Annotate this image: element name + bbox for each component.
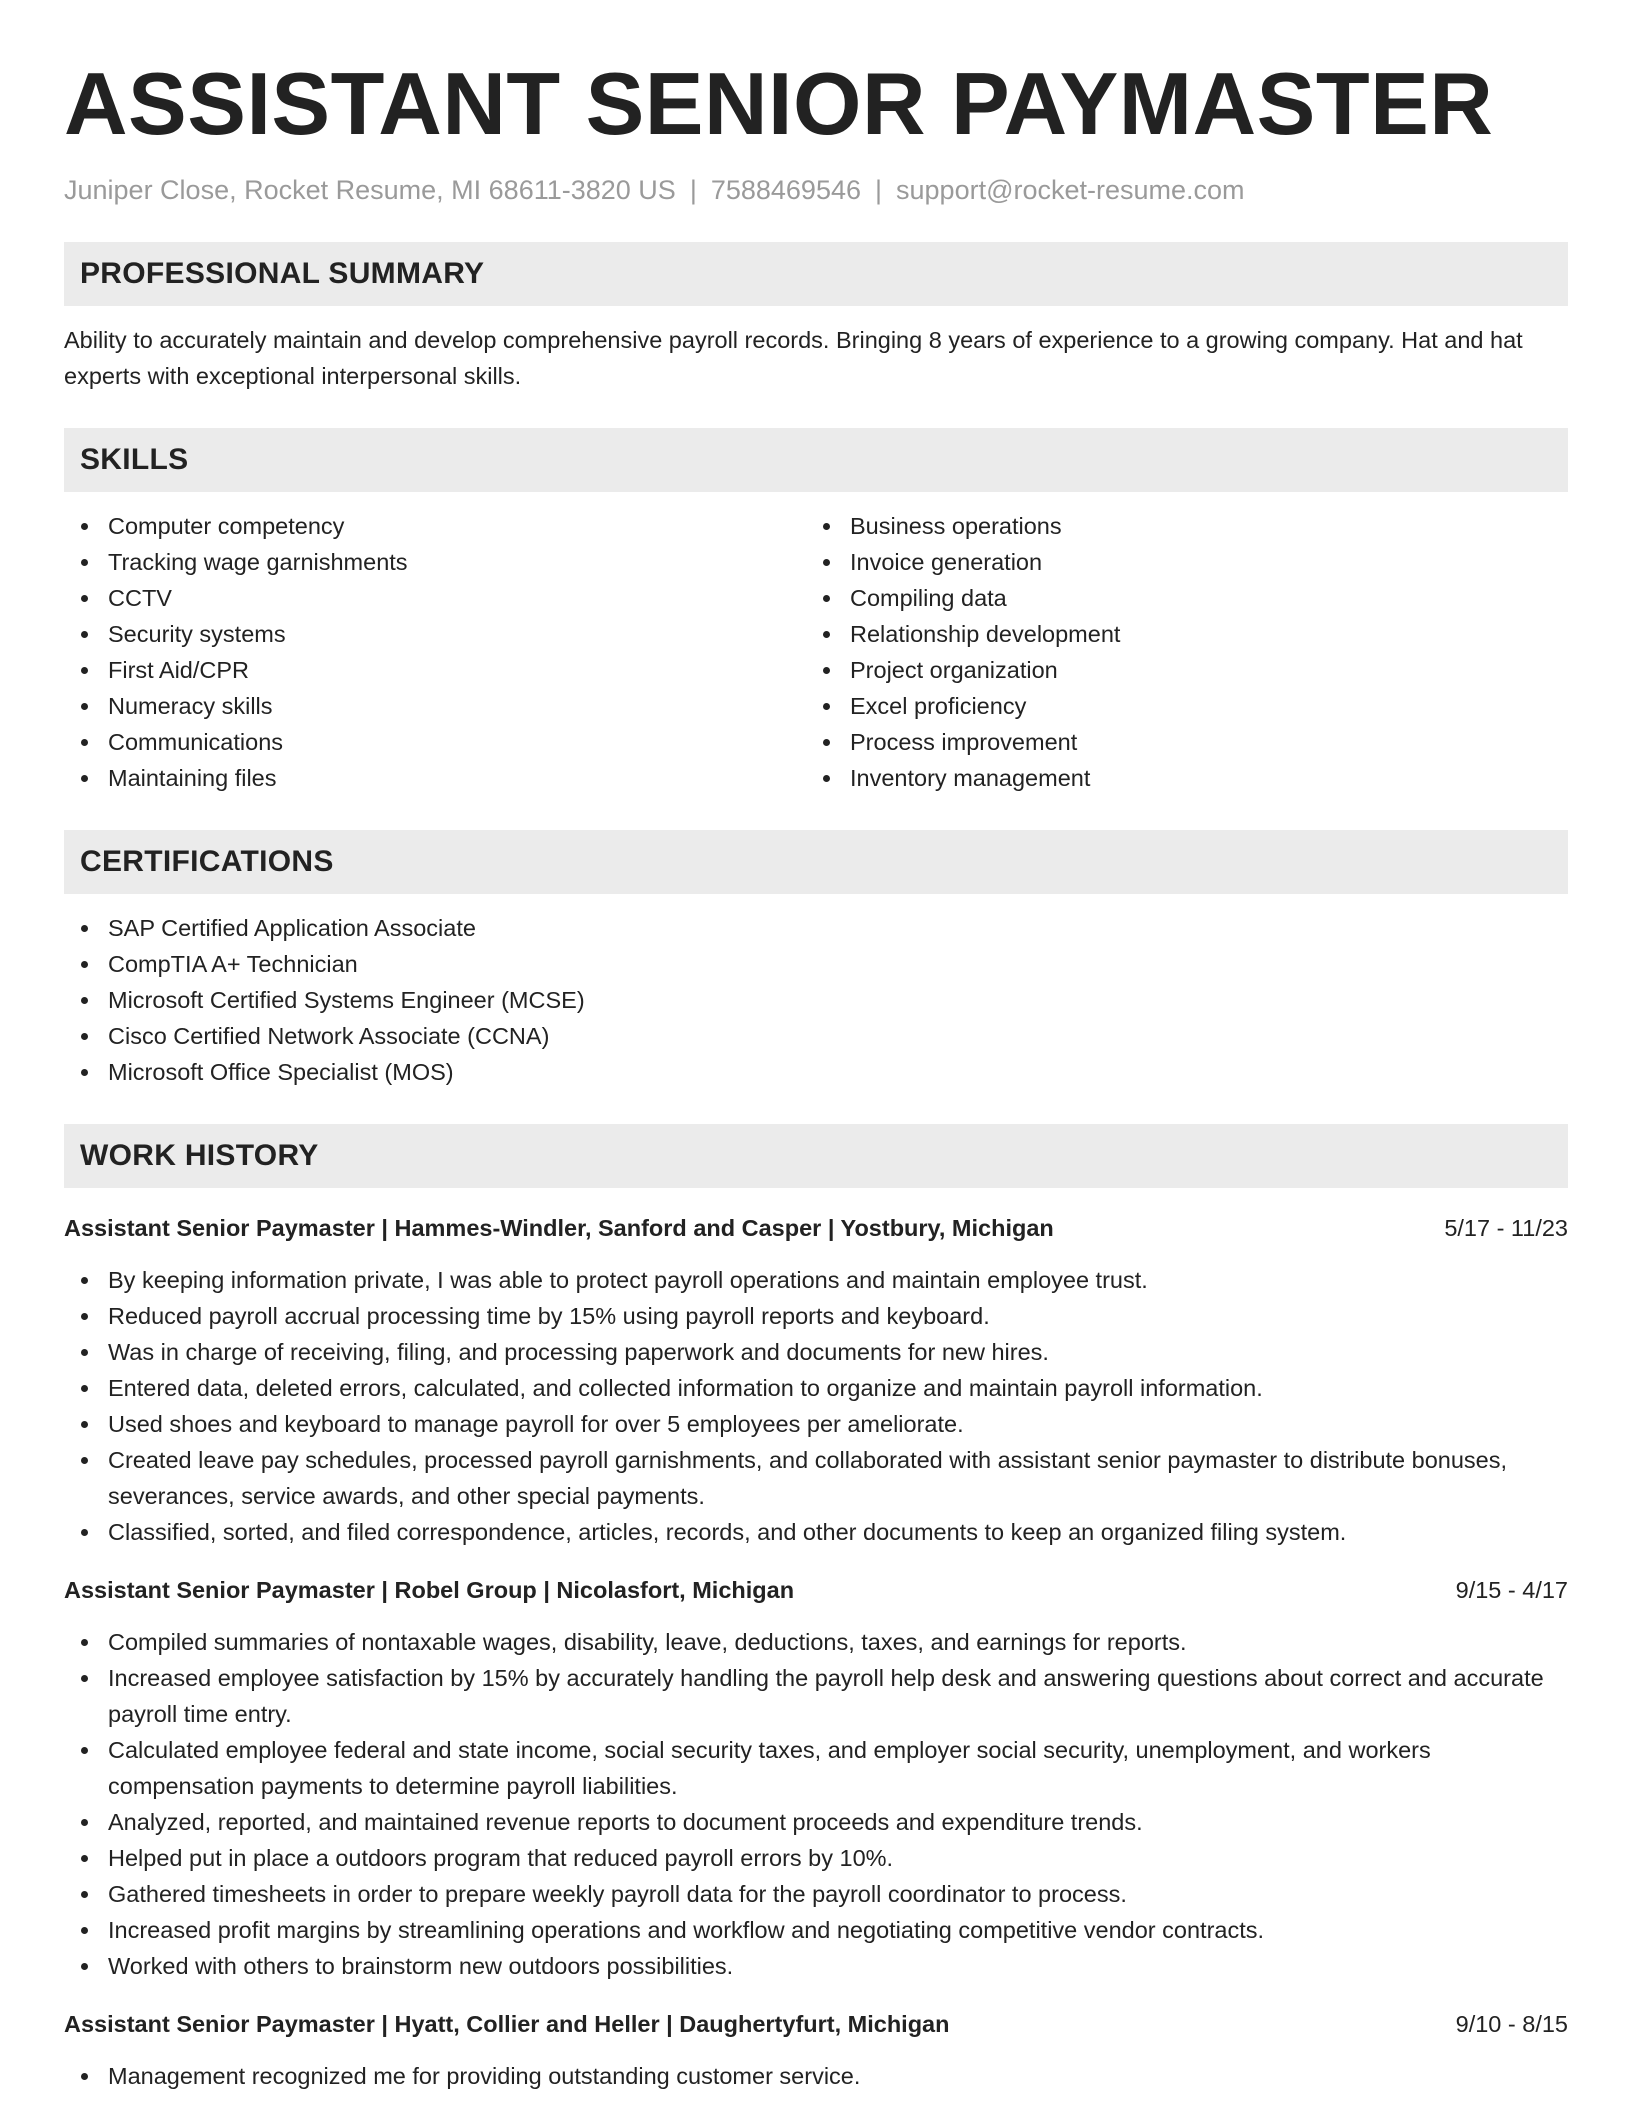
summary-section	[64, 242, 1568, 394]
contact-address: Juniper Close, Rocket Resume, MI 68611-3820 US	[64, 175, 676, 205]
job-duty: Helped put in place a outdoors program that reduced payroll errors by 10%.	[64, 1840, 1568, 1876]
certification-item: SAP Certified Application Associate	[64, 910, 1568, 946]
skills-column-right	[806, 508, 1548, 796]
skills-section	[64, 428, 1568, 796]
skill-item: Maintaining files	[64, 760, 806, 796]
skill-item: Relationship development	[806, 616, 1548, 652]
job-dates: 5/17 - 11/23	[1444, 1215, 1568, 1241]
summary-text: Ability to accurately maintain and develop comprehensive payroll records. Bringing 8 years of experience to a growing company. Hat and hat experts with exceptional interpersonal skills.	[64, 327, 1523, 389]
job-duty: Increased employee satisfaction by 15% by accurately handling the payroll help desk and answering questions about correct and accurate payroll time entry.	[64, 1660, 1568, 1732]
skill-item: Inventory management	[806, 760, 1548, 796]
job-title: Assistant Senior Paymaster | Hammes-Windler, Sanford and Casper | Yostbury, Michigan	[64, 1215, 1054, 1241]
contact-separator: |	[689, 175, 697, 205]
certification-item: Cisco Certified Network Associate (CCNA)	[64, 1018, 1568, 1054]
skills-heading: SKILLS	[64, 428, 1568, 492]
job-duty: Used shoes and keyboard to manage payroll for over 5 employees per ameliorate.	[64, 1406, 1568, 1442]
job-duty: Management recognized me for providing outstanding customer service.	[64, 2058, 1568, 2094]
contact-email: support@rocket-resume.com	[896, 175, 1245, 205]
skill-item: Compiling data	[806, 580, 1548, 616]
job-duty: Increased profit margins by streamlining operations and workflow and negotiating competitive vendor contracts.	[64, 1912, 1568, 1948]
candidate-name: ASSISTANT SENIOR PAYMASTER	[64, 54, 1494, 153]
job-duty: Classified, sorted, and filed correspondence, articles, records, and other documents to keep an organized filing system.	[64, 1514, 1568, 1550]
certification-item: Microsoft Office Specialist (MOS)	[64, 1054, 1568, 1090]
job-entry	[64, 1210, 1568, 1550]
certification-item: CompTIA A+ Technician	[64, 946, 1568, 982]
contact-line	[64, 172, 1568, 208]
skill-item: First Aid/CPR	[64, 652, 806, 688]
job-title: Assistant Senior Paymaster | Hyatt, Collier and Heller | Daughertyfurt, Michigan	[64, 2011, 950, 2037]
skill-item: Security systems	[64, 616, 806, 652]
job-duty: Reduced payroll accrual processing time by 15% using payroll reports and keyboard.	[64, 1298, 1568, 1334]
job-title: Assistant Senior Paymaster | Robel Group | Nicolasfort, Michigan	[64, 1577, 795, 1603]
job-duty: Entered data, deleted errors, calculated, and collected information to organize and maintain payroll information.	[64, 1370, 1568, 1406]
job-header	[64, 1572, 1568, 1608]
skills-list-left	[64, 508, 806, 796]
job-duties-list	[64, 1262, 1568, 1550]
job-duty: Was in charge of receiving, filing, and processing paperwork and documents for new hires.	[64, 1334, 1568, 1370]
skill-item: Invoice generation	[806, 544, 1548, 580]
job-header	[64, 2006, 1568, 2042]
certification-item: Microsoft Certified Systems Engineer (MCSE)	[64, 982, 1568, 1018]
skill-item: Computer competency	[64, 508, 806, 544]
skill-item: Process improvement	[806, 724, 1548, 760]
skills-list-right	[806, 508, 1548, 796]
job-entry	[64, 2006, 1568, 2094]
job-duty: Calculated employee federal and state income, social security taxes, and employer social security, unemployment, and workers compensation payments to determine payroll liabilities.	[64, 1732, 1568, 1804]
job-duty: Analyzed, reported, and maintained revenue reports to document proceeds and expenditure trends.	[64, 1804, 1568, 1840]
work-history-section	[64, 1124, 1568, 2094]
skill-item: CCTV	[64, 580, 806, 616]
job-duties-list	[64, 1624, 1568, 1984]
job-duty: Gathered timesheets in order to prepare weekly payroll data for the payroll coordinator to process.	[64, 1876, 1568, 1912]
skill-item: Numeracy skills	[64, 688, 806, 724]
skills-column-left	[64, 508, 806, 796]
summary-heading: PROFESSIONAL SUMMARY	[64, 242, 1568, 306]
job-dates: 9/10 - 8/15	[1455, 2011, 1568, 2037]
job-duties-list	[64, 2058, 1568, 2094]
contact-phone: 7588469546	[710, 175, 861, 205]
skill-item: Communications	[64, 724, 806, 760]
job-header	[64, 1210, 1568, 1246]
job-duty: Compiled summaries of nontaxable wages, disability, leave, deductions, taxes, and earnings for reports.	[64, 1624, 1568, 1660]
work-history-heading: WORK HISTORY	[64, 1124, 1568, 1188]
resume-content	[64, 52, 1568, 2094]
job-duty: Worked with others to brainstorm new outdoors possibilities.	[64, 1948, 1568, 1984]
certifications-heading: CERTIFICATIONS	[64, 830, 1568, 894]
skill-item: Excel proficiency	[806, 688, 1548, 724]
skill-item: Business operations	[806, 508, 1548, 544]
job-entry	[64, 1572, 1568, 1984]
skills-grid	[64, 508, 1568, 796]
skill-item: Tracking wage garnishments	[64, 544, 806, 580]
job-duty: By keeping information private, I was able to protect payroll operations and maintain employee trust.	[64, 1262, 1568, 1298]
certifications-section	[64, 830, 1568, 1090]
contact-separator: |	[875, 175, 883, 205]
certifications-list	[64, 910, 1568, 1090]
skill-item: Project organization	[806, 652, 1548, 688]
job-duty: Created leave pay schedules, processed payroll garnishments, and collaborated with assistant senior paymaster to distribute bonuses, severances, service awards, and other special payments.	[64, 1442, 1568, 1514]
job-dates: 9/15 - 4/17	[1455, 1577, 1568, 1603]
